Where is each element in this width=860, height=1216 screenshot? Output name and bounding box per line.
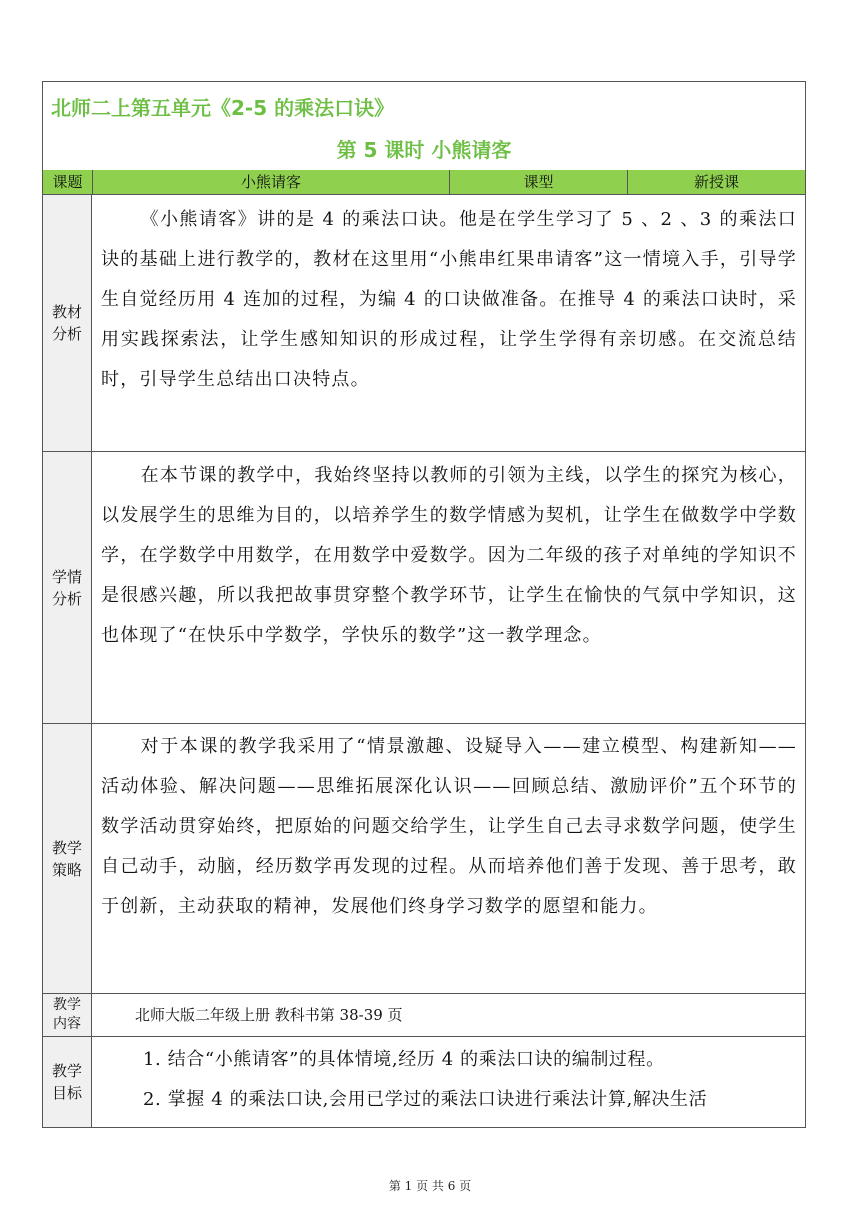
teaching-strategy-text: [101, 727, 797, 927]
textbook-analysis-label: 教材 分析: [43, 195, 92, 451]
row-divider: [43, 1036, 805, 1037]
teaching-strategy-paragraph: 对于本课的教学我采用了“情景激趣、设疑导入——建立模型、构建新知——活动体验、解决问题——思维拓展深化认识——回顾总结、激励评价”五个环节的数学活动贯穿始终，把原始的问题交给学生，让学生自己去寻求数学问题，使学生自己动手，动脑，经历数学再发现的过程。从而培养他们善于发现、善于思考，敢于创新，主动获取的精神，发展他们终身学习数学的愿望和能力。: [101, 736, 797, 917]
page-footer: 第 1 页 共 6 页: [388, 1179, 472, 1193]
student-analysis-label: 学情 分析: [43, 452, 92, 723]
student-analysis-text: [101, 456, 797, 656]
textbook-analysis-text: [101, 200, 797, 400]
goal-item: 2. 掌握 4 的乘法口诀,会用已学过的乘法口诀进行乘法计算,解决生活: [143, 1089, 708, 1110]
student-analysis-paragraph: 在本节课的教学中，我始终坚持以教师的引领为主线，以学生的探究为核心，以发展学生的思维为目的，以培养学生的数学情感为契机，让学生在做数学中学数学，在学数学中用数学，在用数学中爱数学。因为二年级的孩子对单纯的学知识不是很感兴趣，所以我把故事贯穿整个教学环节，让学生在愉快的气氛中学知识，这也体现了“在快乐中学数学，学快乐的数学”这一教学理念。: [101, 465, 797, 646]
teaching-content-text: 北师大版二年级上册 教科书第 38-39 页: [135, 1006, 403, 1024]
teaching-content-label: 教学 内容: [43, 994, 92, 1036]
teaching-goals-label: 教学 目标: [43, 1037, 92, 1127]
topic-value: 小熊请客: [240, 173, 301, 191]
document-title: 北师二上第五单元《2-5 的乘法口诀》: [51, 96, 395, 120]
textbook-analysis-paragraph: 《小熊请客》讲的是 4 的乘法口诀。他是在学生学习了 5 、2 、3 的乘法口诀的基础上进行教学的，教材在这里用“小熊串红果串请客”这一情境入手，引导学生自觉经历用 4 连加的过程，为编 4 的口诀做准备。在推导 4 的乘法口诀时，采用实践探索法，让学生感知知识的形成过程，让学生学得有亲切感。在交流总结时，引导学生总结出口决特点。: [101, 209, 797, 390]
row-divider: [43, 723, 805, 724]
type-label: 课型: [523, 173, 554, 191]
row-divider: [43, 993, 805, 994]
table-header: [43, 82, 805, 171]
goal-item: 1. 结合“小熊请客”的具体情境,经历 4 的乘法口诀的编制过程。: [143, 1049, 665, 1070]
teaching-strategy-label: 教学 策略: [43, 724, 92, 993]
info-row: [43, 170, 805, 195]
lesson-title: 第 5 课时 小熊请客: [336, 138, 512, 162]
lesson-plan-table: [42, 81, 806, 1128]
teaching-goals-list: [143, 1040, 797, 1120]
type-value: 新授课: [693, 173, 739, 191]
topic-label: 课题: [52, 173, 83, 191]
row-divider: [43, 451, 805, 452]
